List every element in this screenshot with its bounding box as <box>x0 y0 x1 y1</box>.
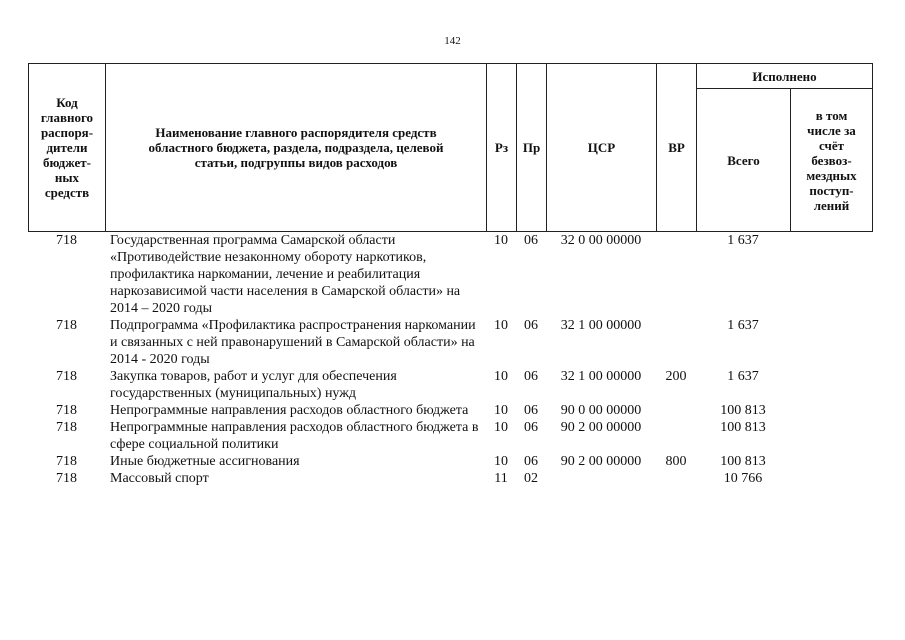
row-including <box>790 470 872 487</box>
table-row <box>28 419 872 453</box>
row-total: 100 813 <box>720 454 766 469</box>
row-total: 10 766 <box>723 471 763 486</box>
row-including <box>790 368 872 402</box>
row-including <box>790 419 872 453</box>
row-vr: 800 <box>665 454 687 469</box>
row-csr <box>546 470 656 487</box>
table-row <box>28 453 872 470</box>
table-row <box>28 317 872 368</box>
row-pr: 06 <box>524 454 538 469</box>
header-code: Код главного распоря- дители бюджет- ных средств <box>29 64 106 232</box>
row-name: Подпрограмма «Профилактика распространения наркомании и связанных с ней правонарушений в Самарской области» на 2014 - 2020 годы <box>110 318 476 367</box>
row-including <box>790 317 872 368</box>
row-pr: 06 <box>524 420 538 435</box>
row-vr <box>656 470 696 487</box>
row-code: 718 <box>56 233 77 248</box>
row-rz: 11 <box>494 471 508 486</box>
row-code: 718 <box>56 403 77 418</box>
row-total: 1 637 <box>727 233 759 248</box>
table-row <box>28 402 872 419</box>
row-pr: 06 <box>524 369 538 384</box>
row-csr: 90 2 00 00000 <box>560 420 642 435</box>
row-name: Иные бюджетные ассигнования <box>110 454 300 469</box>
row-vr <box>656 419 696 453</box>
row-name: Закупка товаров, работ и услуг для обеспечения государственных (муниципальных) нужд <box>110 369 397 401</box>
row-csr: 90 2 00 00000 <box>560 454 642 469</box>
row-rz: 10 <box>494 318 508 333</box>
table-row <box>28 470 872 487</box>
row-pr: 06 <box>524 233 538 248</box>
row-pr: 02 <box>524 471 538 486</box>
row-name: Непрограммные направления расходов областного бюджета в сфере социальной политики <box>110 420 479 452</box>
row-vr: 200 <box>665 369 687 384</box>
header-total: Всего <box>697 89 791 232</box>
header-pr: Пр <box>517 64 547 232</box>
table-row <box>28 368 872 402</box>
row-rz: 10 <box>494 233 508 248</box>
row-total: 100 813 <box>720 420 766 435</box>
row-total: 1 637 <box>727 369 759 384</box>
row-csr: 32 1 00 00000 <box>560 318 642 333</box>
row-total: 1 637 <box>727 318 759 333</box>
row-pr: 06 <box>524 318 538 333</box>
row-vr <box>656 402 696 419</box>
row-rz: 10 <box>494 403 508 418</box>
row-including <box>790 232 872 317</box>
row-total: 100 813 <box>720 403 766 418</box>
header-name: Наименование главного распорядителя средств областного бюджета, раздела, подраздела, целевой статьи, подгруппы видов расходов <box>106 64 487 232</box>
row-csr: 90 0 00 00000 <box>560 403 642 418</box>
table-header <box>28 63 873 232</box>
row-csr: 32 1 00 00000 <box>560 369 642 384</box>
row-code: 718 <box>56 369 77 384</box>
row-name: Непрограммные направления расходов областного бюджета <box>110 403 469 418</box>
row-pr: 06 <box>524 403 538 418</box>
row-vr <box>656 232 696 317</box>
row-code: 718 <box>56 420 77 435</box>
table-body <box>28 232 872 487</box>
header-executed: Исполнено <box>697 64 873 89</box>
row-rz: 10 <box>494 369 508 384</box>
row-rz: 10 <box>494 454 508 469</box>
row-csr: 32 0 00 00000 <box>560 233 642 248</box>
row-code: 718 <box>56 318 77 333</box>
row-name: Государственная программа Самарской области «Противодействие незаконному обороту наркотиков, профилактика наркомании, лечение и реабилитация наркозависимой части населения в Самарской области» на 2014 – 2020 годы <box>110 233 461 316</box>
row-vr <box>656 317 696 368</box>
page-number: 142 <box>444 35 461 47</box>
row-including <box>790 453 872 470</box>
table-row <box>28 232 872 317</box>
row-rz: 10 <box>494 420 508 435</box>
row-including <box>790 402 872 419</box>
row-code: 718 <box>56 471 77 486</box>
header-including: в том числе за счёт безвоз- мездных поступ- лений <box>791 89 873 232</box>
header-rz: Рз <box>487 64 517 232</box>
header-csr: ЦСР <box>547 64 657 232</box>
header-vr: ВР <box>657 64 697 232</box>
row-name: Массовый спорт <box>110 471 209 486</box>
row-code: 718 <box>56 454 77 469</box>
